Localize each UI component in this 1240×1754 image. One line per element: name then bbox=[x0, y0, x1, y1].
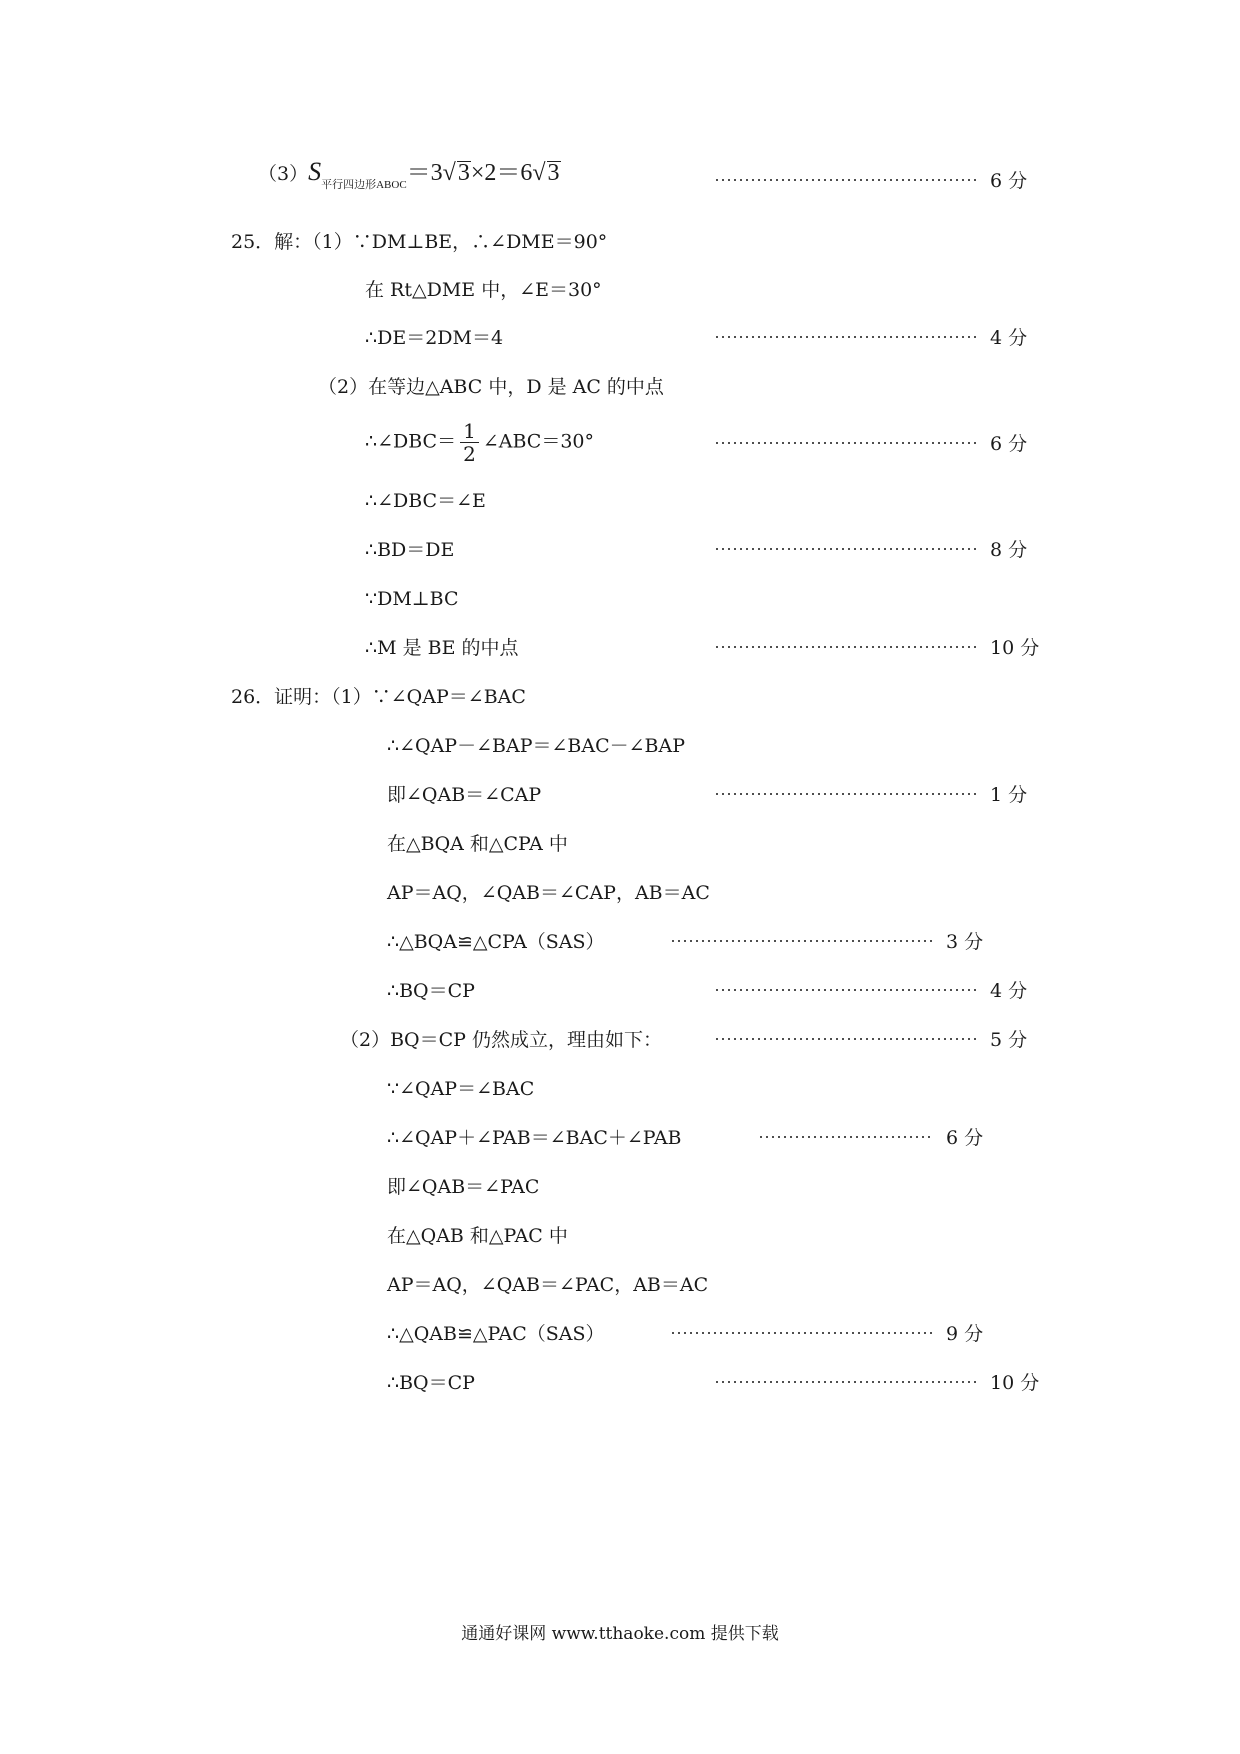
leader-dots bbox=[714, 646, 976, 648]
solution-line: 在△BQA 和△CPA 中 bbox=[387, 833, 568, 855]
score-label: 3 分 bbox=[946, 931, 984, 953]
solution-line: 即∠QAB＝∠PAC bbox=[387, 1176, 540, 1198]
solution-line: AP＝AQ，∠QAB＝∠PAC，AB＝AC bbox=[387, 1274, 709, 1296]
score-label: 1 分 bbox=[990, 784, 1028, 806]
solution-line: 在△QAB 和△PAC 中 bbox=[387, 1225, 568, 1247]
score-label: 8 分 bbox=[990, 539, 1028, 561]
area-formula: $S_{平行四边形ABOC}=3√3\times 2=6√3$ bbox=[308, 157, 560, 191]
score-label: 4 分 bbox=[990, 327, 1028, 349]
formula-area-line bbox=[258, 157, 561, 191]
solution-line: （2）BQ＝CP 仍然成立，理由如下： bbox=[340, 1029, 662, 1051]
leader-dots bbox=[714, 1038, 976, 1040]
solution-line: 25．解：（1）∵DM⊥BE，∴∠DME＝90° bbox=[231, 231, 608, 253]
solution-line: 即∠QAB＝∠CAP bbox=[387, 784, 542, 806]
leader-dots bbox=[714, 442, 976, 444]
solution-line: ∴BQ＝CP bbox=[387, 980, 475, 1002]
leader-dots bbox=[714, 989, 976, 991]
leader-dots bbox=[714, 179, 976, 181]
score-label: 6 分 bbox=[990, 170, 1028, 192]
solution-line: ∴BD＝DE bbox=[365, 539, 455, 561]
leader-dots bbox=[714, 1381, 976, 1383]
solution-line: AP＝AQ，∠QAB＝∠CAP，AB＝AC bbox=[387, 882, 710, 904]
leader-dots bbox=[714, 548, 976, 550]
solution-line: ∴∠DBC＝∠E bbox=[365, 490, 486, 512]
solution-line: ∴∠QAP－∠BAP＝∠BAC－∠BAP bbox=[387, 735, 686, 757]
solution-line: ∴DE＝2DM＝4 bbox=[365, 327, 504, 349]
solution-line: ∴△BQA≌△CPA（SAS） bbox=[387, 931, 605, 953]
score-label: 4 分 bbox=[990, 980, 1028, 1002]
solution-line: ∵∠QAP＝∠BAC bbox=[387, 1078, 535, 1100]
footer-source-text: 通通好课网 www.tthaoke.com 提供下载 bbox=[461, 1624, 779, 1644]
leader-dots bbox=[670, 940, 932, 942]
leader-dots bbox=[714, 336, 976, 338]
solution-line: ∵DM⊥BC bbox=[365, 588, 459, 610]
score-label: 6 分 bbox=[990, 433, 1028, 455]
solution-line: ∴BQ＝CP bbox=[387, 1372, 475, 1394]
solution-line: ∴M 是 BE 的中点 bbox=[365, 637, 519, 659]
leader-dots bbox=[758, 1136, 932, 1138]
leader-dots bbox=[714, 793, 976, 795]
solution-line: ∴∠QAP＋∠PAB＝∠BAC＋∠PAB bbox=[387, 1127, 682, 1149]
solution-line: 在 Rt△DME 中，∠E＝30° bbox=[365, 279, 602, 301]
leader-dots bbox=[670, 1332, 932, 1334]
solution-line: ∴△QAB≌△PAC（SAS） bbox=[387, 1323, 605, 1345]
score-label: 10 分 bbox=[990, 1372, 1040, 1394]
part-label: （3） bbox=[258, 163, 309, 185]
solution-line: 26．证明：（1）∵∠QAP＝∠BAC bbox=[231, 686, 526, 708]
score-label: 6 分 bbox=[946, 1127, 984, 1149]
solution-line: （2）在等边△ABC 中，D 是 AC 的中点 bbox=[318, 376, 664, 398]
score-label: 9 分 bbox=[946, 1323, 984, 1345]
formula-angle-line: ∴∠DBC＝ $\frac{1}{2}$ ∠ABC＝30° bbox=[365, 419, 595, 466]
score-label: 5 分 bbox=[990, 1029, 1028, 1051]
score-label: 10 分 bbox=[990, 637, 1040, 659]
fraction-one-half: $\frac{1}{2}$ bbox=[460, 420, 479, 465]
